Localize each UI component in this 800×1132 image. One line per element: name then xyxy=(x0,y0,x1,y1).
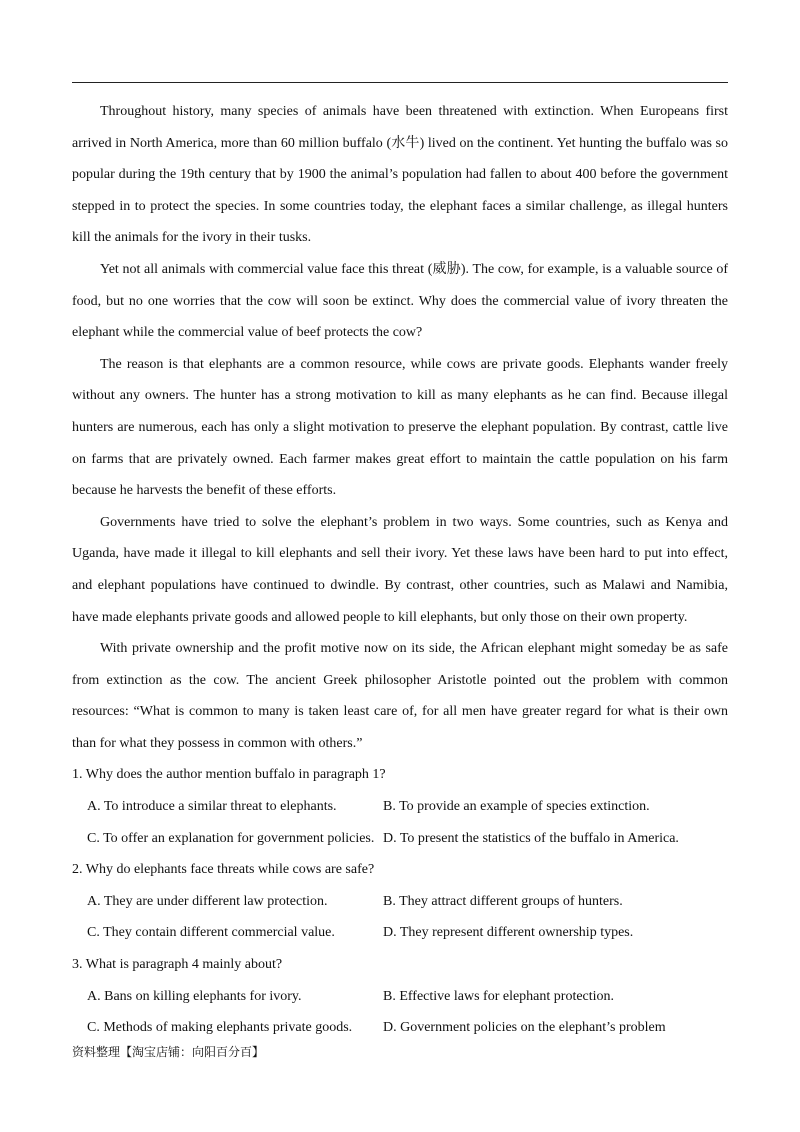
header-rule xyxy=(72,82,728,83)
option-c: C. To offer an explanation for government policies. xyxy=(87,830,375,846)
option-d: D. They represent different ownership types. xyxy=(383,925,634,941)
option-a: A. They are under different law protection. xyxy=(87,893,328,909)
option-d: D. To present the statistics of the buffalo in America. xyxy=(383,830,679,846)
option-b: B. They attract different groups of hunters. xyxy=(383,893,623,909)
option-c: C. Methods of making elephants private goods. xyxy=(87,1020,353,1036)
passage-paragraph-5: With private ownership and the profit motive now on its side, the African elephant might someday be as safe from extinction as the cow. The ancient Greek philosopher Aristotle pointed out the problem with common resources: “What is common to many is taken least care of, for all men have greater regard for what is their own than for what they possess in common with others.” xyxy=(72,641,728,751)
question-stem: 3. What is paragraph 4 mainly about? xyxy=(72,957,283,973)
question-stem: 1. Why does the author mention buffalo in paragraph 1? xyxy=(72,767,386,783)
option-a: A. To introduce a similar threat to elephants. xyxy=(87,799,337,815)
answer-options xyxy=(72,981,728,1044)
answer-options xyxy=(72,791,728,854)
option-b: B. Effective laws for elephant protection. xyxy=(383,988,615,1004)
question-1 xyxy=(72,759,728,854)
answer-options xyxy=(72,886,728,949)
document-body xyxy=(72,96,728,1044)
question-stem: 2. Why do elephants face threats while cows are safe? xyxy=(72,862,375,878)
passage-paragraph-3: The reason is that elephants are a common resource, while cows are private goods. Elephants wander freely without any owners. The hunter has a strong motivation to kill as many elephants as he can find. Because illegal hunters are numerous, each has only a slight motivation to preserve the elephant population. By contrast, cattle live on farms that are privately owned. Each farmer makes great effort to maintain the cattle population on his farm because he harvests the benefit of these efforts. xyxy=(72,356,728,499)
passage-paragraph-2: Yet not all animals with commercial value face this threat (威胁). The cow, for example, is a valuable source of food, but no one worries that the cow will soon be extinct. Why does the commercial value of ivory threaten the elephant while the commercial value of beef protects the cow? xyxy=(72,261,728,341)
footer-source-note: 资料整理【淘宝店铺：向阳百分百】 xyxy=(72,1045,265,1059)
option-b: B. To provide an example of species extinction. xyxy=(383,799,650,815)
passage-paragraph-4: Governments have tried to solve the elephant’s problem in two ways. Some countries, such as Kenya and Uganda, have made it illegal to kill elephants and sell their ivory. Yet these laws have been hard to put into effect, and elephant populations have continued to dwindle. By contrast, other countries, such as Malawi and Namibia, have made elephants private goods and allowed people to kill elephants, but only those on their own property. xyxy=(72,514,728,625)
option-c: C. They contain different commercial value. xyxy=(87,925,335,941)
question-3 xyxy=(72,949,728,1044)
option-a: A. Bans on killing elephants for ivory. xyxy=(87,988,302,1004)
passage-paragraph-1: Throughout history, many species of animals have been threatened with extinction. When Europeans first arrived in North America, more than 60 million buffalo (水牛) lived on the continent. Yet hunting the buffalo was so popular during the 19th century that by 1900 the animal’s population had fallen to about 400 before the government stepped in to protect the species. In some countries today, the elephant faces a similar challenge, as illegal hunters kill the animals for the ivory in their tusks. xyxy=(72,104,728,246)
question-2 xyxy=(72,854,728,949)
reading-passage xyxy=(72,96,728,759)
option-d: D. Government policies on the elephant’s problem xyxy=(383,1020,666,1036)
